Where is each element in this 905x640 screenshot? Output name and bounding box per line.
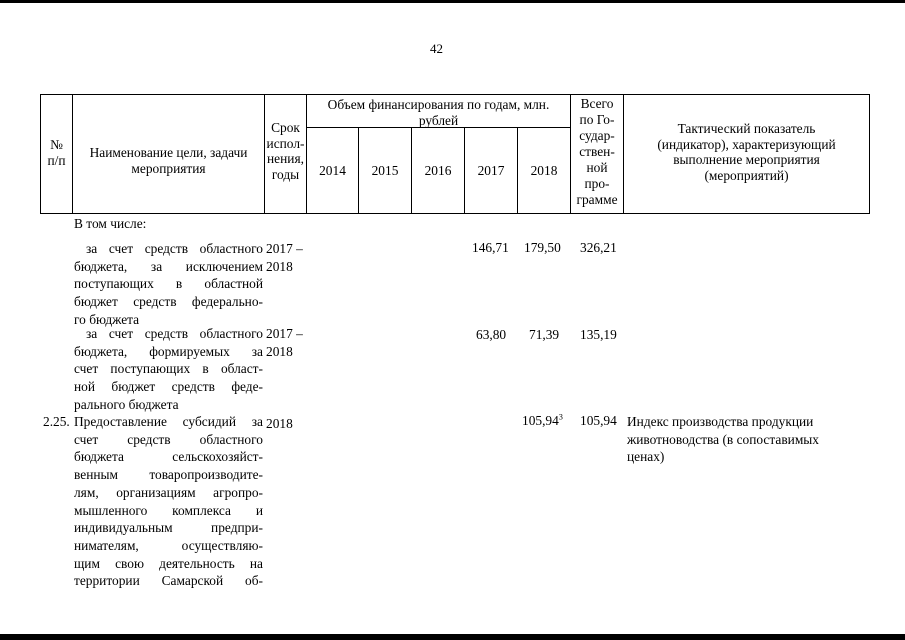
row1-term: 2017 – 2018 bbox=[266, 241, 303, 274]
page-number: 42 bbox=[430, 41, 443, 56]
header-year-2016: 2016 bbox=[424, 163, 452, 178]
header-year-2014: 2014 bbox=[319, 163, 346, 178]
header-name: Наименование цели, задачи мероприятия bbox=[89, 145, 248, 176]
footnote-marker: 3 bbox=[558, 412, 563, 422]
header-year-2015: 2015 bbox=[371, 163, 399, 178]
row3-number: 2.25. bbox=[43, 414, 70, 429]
top-border bbox=[0, 0, 905, 3]
header-term: Срок испол- нения, годы bbox=[266, 120, 305, 182]
bottom-border bbox=[0, 634, 905, 640]
row2-2017: 63,80 bbox=[476, 327, 507, 342]
row2-total: 135,19 bbox=[580, 327, 617, 342]
table-header bbox=[40, 94, 870, 214]
row2-2018: 71,39 bbox=[529, 327, 560, 342]
row3-total: 105,94 bbox=[580, 413, 617, 428]
header-year-2018: 2018 bbox=[530, 163, 558, 178]
header-total: Всего по Го- судар- ствен- ной про- грамме bbox=[576, 96, 618, 207]
row3-2018: 105,94$^3$ bbox=[522, 412, 563, 428]
row1-2017: 146,71 bbox=[472, 240, 509, 255]
row3-indicator: Индекс производства продукции животноводства (в сопоставимых ценах) bbox=[627, 414, 819, 465]
header-funding: Объем финансирования по годам, млн. рублей bbox=[327, 97, 550, 128]
row1-2018: 179,50 bbox=[524, 240, 561, 255]
row2-term: 2017 – 2018 bbox=[266, 326, 303, 359]
header-year-2017: 2017 bbox=[477, 163, 505, 178]
row1-name: за счет средств областного бюджета, за исключением поступающих в областной бюджет средств федерально- го бюджета bbox=[74, 241, 263, 327]
header-num: № п/п bbox=[47, 137, 66, 168]
row1-total: 326,21 bbox=[580, 240, 617, 255]
header-indicator: Тактический показатель (индикатор), характеризующий выполнение мероприятия (мероприятий) bbox=[657, 121, 836, 183]
row3-name: Предоставление субсидий за счет средств областного бюджета сельскохозяйст- венным товаропроизводите- лям, организациям агропро- мышленного комплекса и индивидуальным предпри- нимателям, осуществляю- щим свою деятельность на территории Самарской об- bbox=[74, 414, 263, 589]
row3-term: 2018 bbox=[266, 416, 293, 431]
row2-name: за счет средств областного бюджета, формируемых за счет поступающих в област- ной бюджет средств феде- рального бюджета bbox=[74, 326, 263, 412]
including-label: В том числе: bbox=[74, 216, 147, 231]
